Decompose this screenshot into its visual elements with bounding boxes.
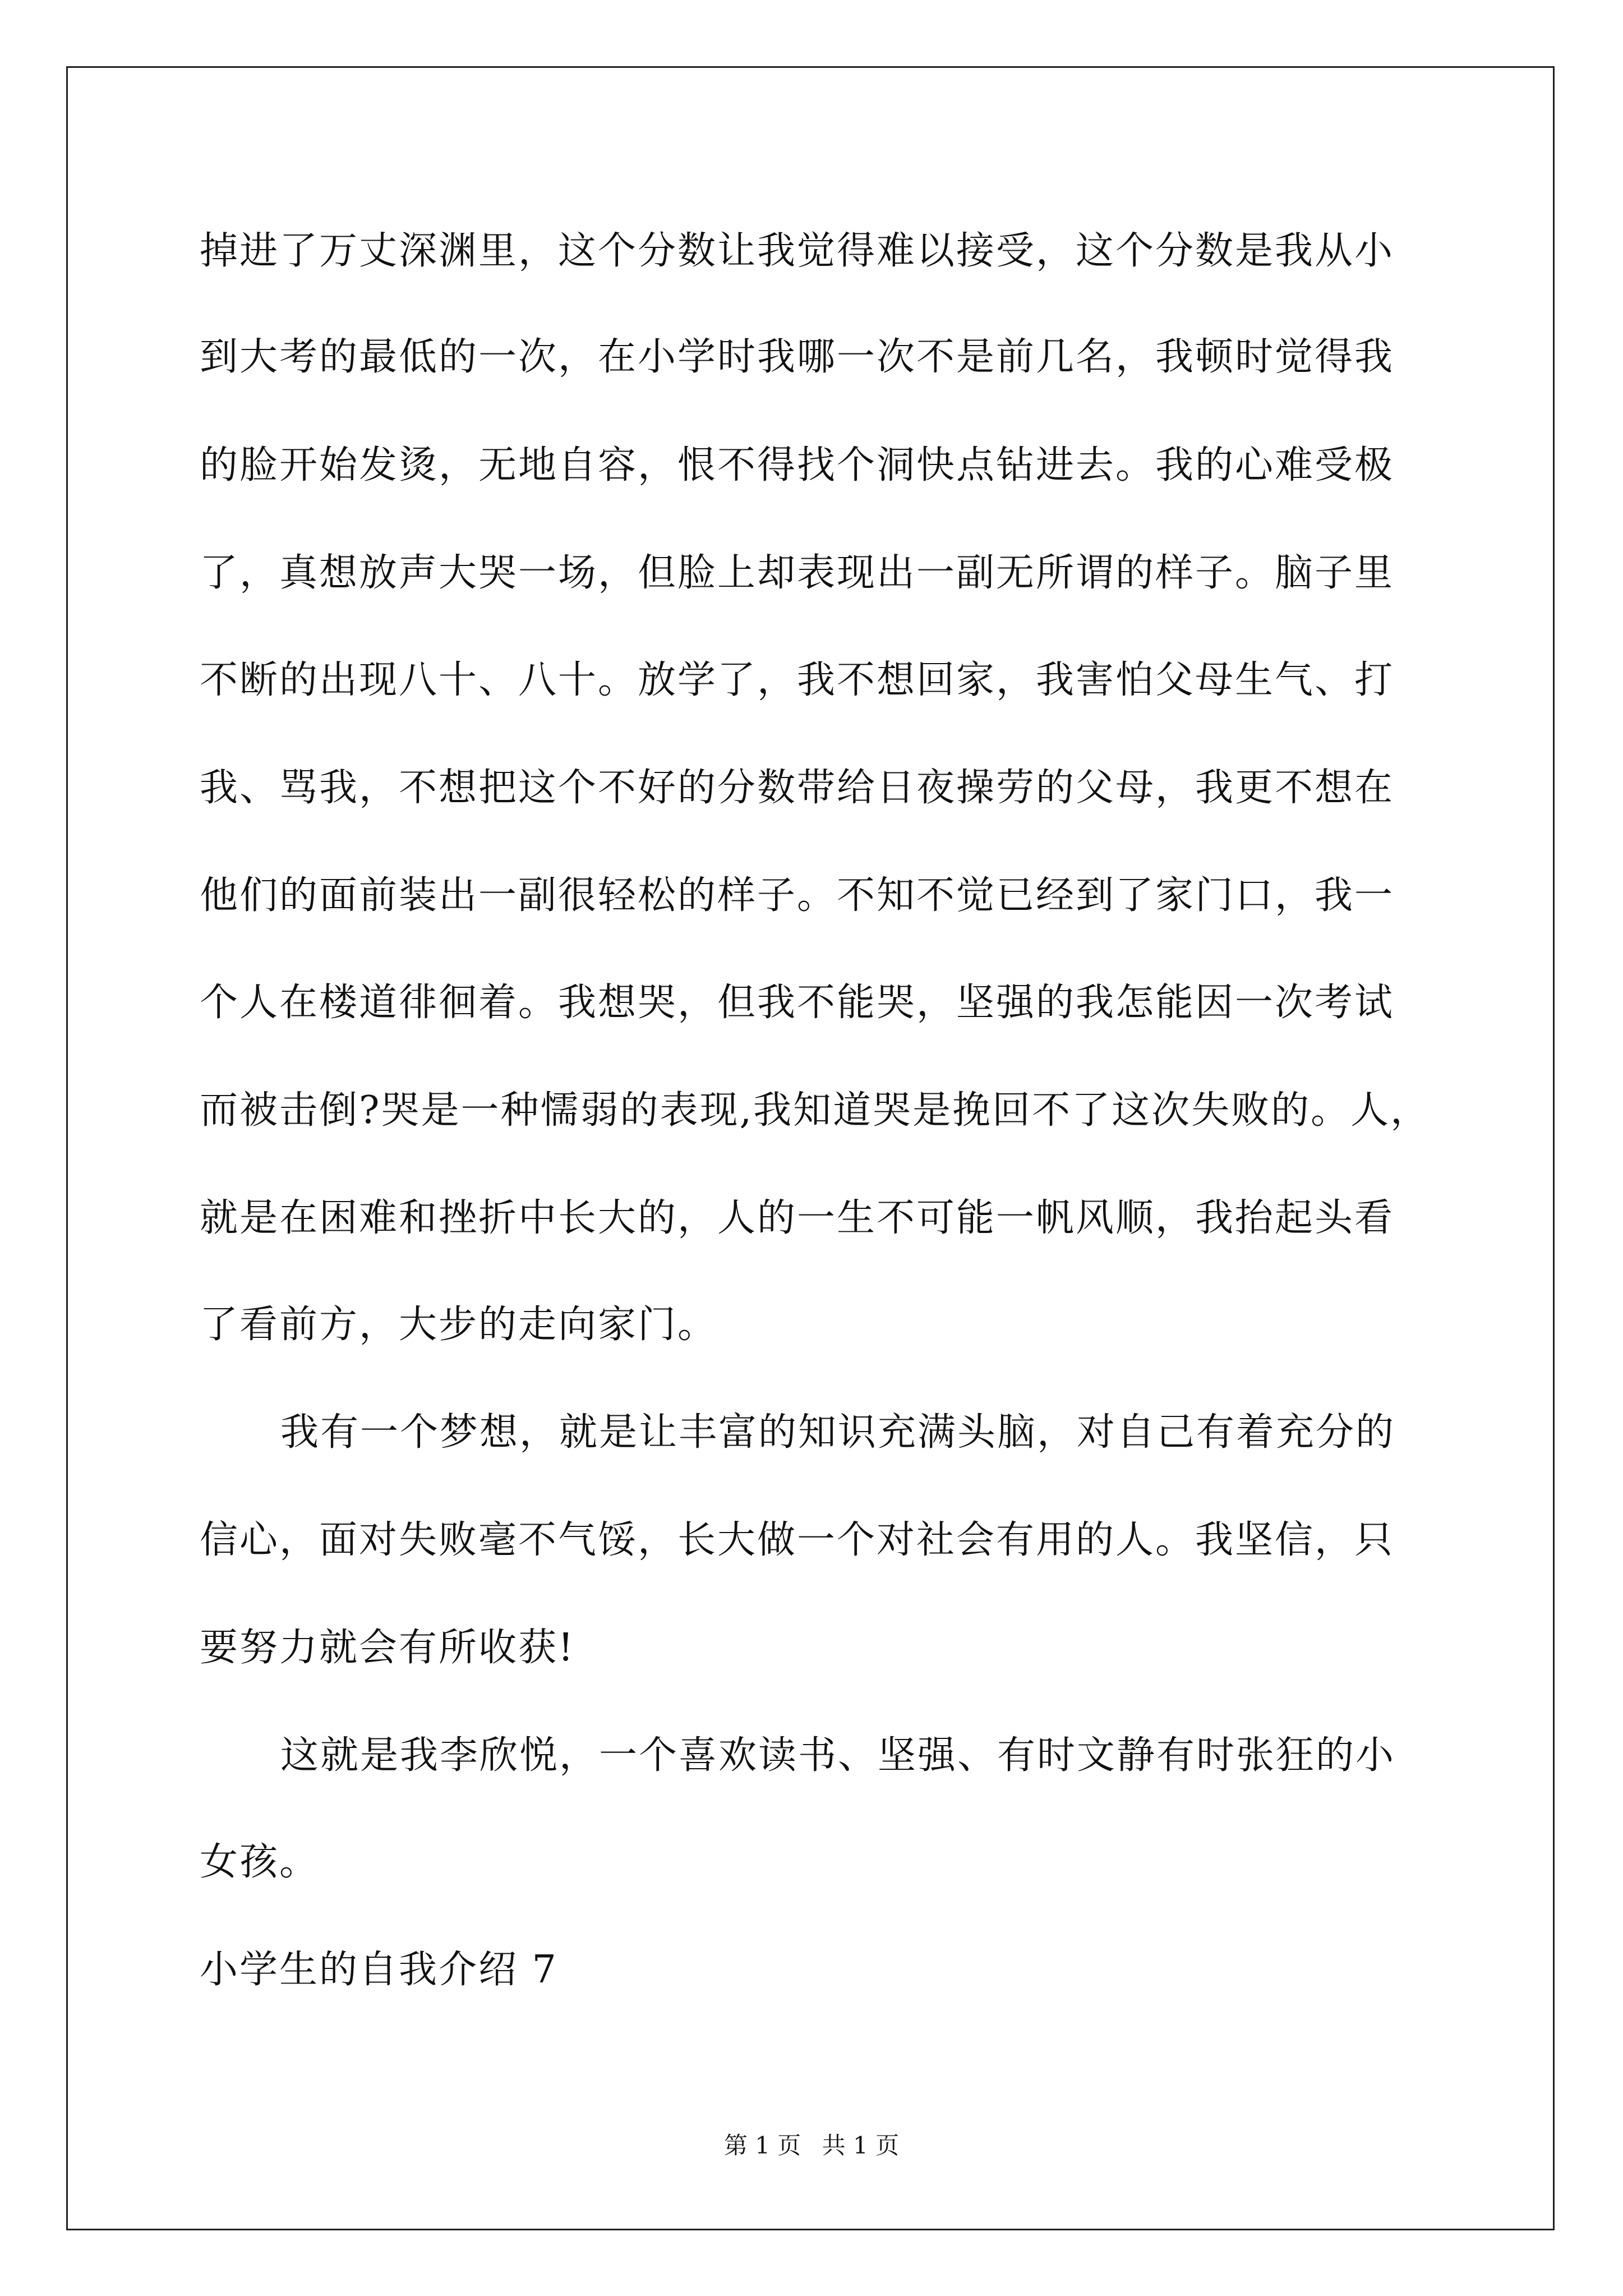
text-line: 我有一个梦想，就是让丰富的知识充满头脑，对自己有着充分的 (280, 1410, 1396, 1455)
page-footer (0, 2132, 1623, 2160)
text-line: 就是在困难和挫折中长大的，人的一生不可能一帆风顺，我抬起头看 (200, 1196, 1395, 1240)
text-line: 他们的面前装出一副很轻松的样子。不知不觉已经到了家门口，我一 (200, 873, 1395, 918)
text-line: 这就是我李欣悦，一个喜欢读书、坚强、有时文静有时张狂的小 (280, 1733, 1396, 1778)
text-line: 女孩。 (200, 1840, 320, 1884)
page-border (66, 66, 1555, 2230)
page-total: 共 1 页 (822, 2132, 900, 2159)
section-heading: 小学生的自我介绍 7 (200, 1948, 558, 1992)
text-line: 而被击倒?哭是一种懦弱的表现,我知道哭是挽回不了这次失败的。人， (200, 1088, 1431, 1133)
text-line: 个人在楼道徘徊着。我想哭，但我不能哭，坚强的我怎能因一次考试 (200, 981, 1395, 1025)
text-line: 不断的出现八十、八十。放学了，我不想回家，我害怕父母生气、打 (200, 658, 1395, 702)
text-line: 要努力就会有所收获! (200, 1626, 575, 1670)
text-line: 到大考的最低的一次，在小学时我哪一次不是前几名，我顿时觉得我 (200, 335, 1395, 379)
text-line: 我、骂我，不想把这个不好的分数带给日夜操劳的父母，我更不想在 (200, 766, 1395, 810)
page-number: 第 1 页 (723, 2132, 801, 2159)
text-line: 掉进了万丈深渊里，这个分数让我觉得难以接受，这个分数是我从小 (200, 229, 1395, 273)
text-line: 信心，面对失败毫不气馁，长大做一个对社会有用的人。我坚信，只 (200, 1518, 1395, 1562)
text-line: 了看前方，大步的走向家门。 (200, 1303, 718, 1347)
text-line: 了，真想放声大哭一场，但脸上却表现出一副无所谓的样子。脑子里 (200, 551, 1395, 595)
text-line: 的脸开始发烫，无地自容，恨不得找个洞快点钻进去。我的心难受极 (200, 443, 1395, 487)
